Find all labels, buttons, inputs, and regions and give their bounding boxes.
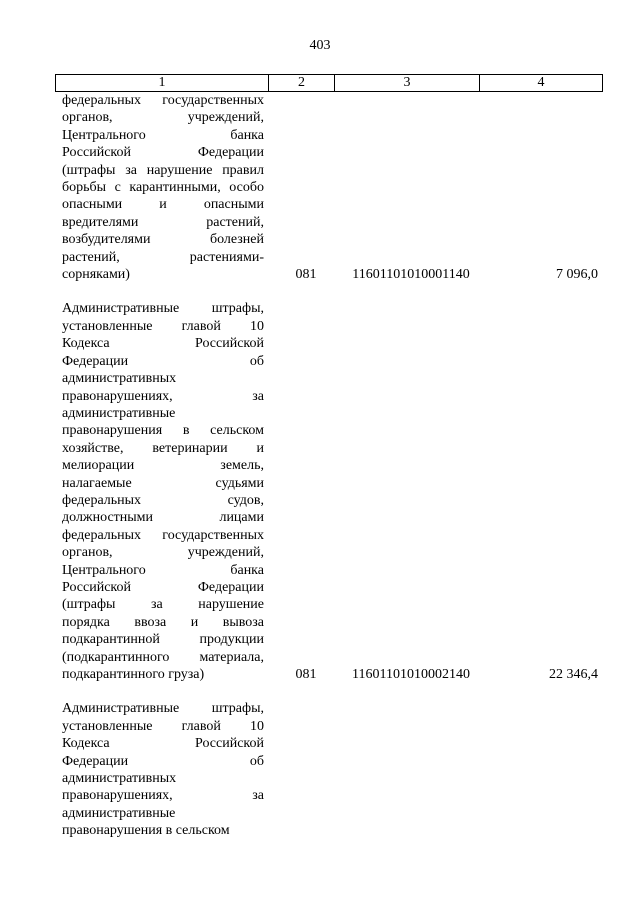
- description-line: правонарушениях, за: [62, 788, 264, 804]
- table-row: [0, 92, 640, 283]
- description-line: Административные штрафы,: [62, 301, 264, 317]
- description-line: (подкарантинного материала,: [62, 649, 264, 665]
- header-col-2: 2: [269, 75, 335, 92]
- description-line: административных: [62, 371, 177, 387]
- description-line: Административные штрафы,: [62, 701, 264, 717]
- row-description: [62, 92, 264, 283]
- header-col-1: 1: [56, 75, 269, 92]
- kbk-code-cell: 11601101010002140: [352, 667, 470, 682]
- description-line: подкарантинного груза): [62, 667, 205, 682]
- description-line: (штрафы за нарушение: [62, 597, 264, 613]
- description-line: мелиорации земель,: [62, 458, 264, 474]
- description-line: правонарушения в сельском: [62, 423, 264, 439]
- description-line: федеральных судов,: [62, 492, 264, 508]
- header-col-4: 4: [480, 75, 603, 92]
- description-line: административных: [62, 771, 177, 787]
- description-line: установленные главой 10: [62, 718, 264, 734]
- amount-cell: 7 096,0: [556, 267, 598, 283]
- row-description: [62, 300, 264, 683]
- description-line: опасными и опасными: [62, 197, 264, 213]
- description-line: Кодекса Российской: [62, 736, 264, 752]
- table-row: [0, 300, 640, 683]
- admin-code-cell: 081: [295, 667, 317, 682]
- table-header: [55, 74, 603, 92]
- header-col-3: 3: [335, 75, 480, 92]
- description-line: возбудителями болезней: [62, 232, 264, 248]
- description-line: (штрафы за нарушение правил: [62, 162, 264, 178]
- description-line: правонарушения в сельском: [62, 823, 230, 839]
- description-line: подкарантинной продукции: [62, 632, 264, 648]
- description-line: порядка ввоза и вывоза: [62, 614, 264, 630]
- description-line: Центрального банка: [62, 562, 264, 578]
- description-line: административные: [62, 805, 176, 821]
- table-row: [0, 700, 640, 839]
- row-gap: [0, 283, 640, 300]
- amount-cell: 22 346,4: [549, 667, 598, 682]
- description-line: установленные главой 10: [62, 318, 264, 334]
- description-line: сорняками): [62, 267, 130, 283]
- row-description: [62, 700, 264, 839]
- description-line: федеральных государственных: [62, 93, 264, 108]
- kbk-code-cell: 11601101010001140: [352, 267, 470, 283]
- description-line: органов, учреждений,: [62, 545, 264, 561]
- description-line: Российской Федерации: [62, 145, 264, 161]
- description-line: вредителями растений,: [62, 214, 264, 230]
- description-line: органов, учреждений,: [62, 110, 264, 126]
- description-line: федеральных государственных: [62, 527, 264, 543]
- description-line: борьбы с карантинными, особо: [62, 180, 264, 196]
- description-line: растений, растениями-: [62, 249, 264, 265]
- admin-code-cell: 081: [295, 267, 317, 283]
- description-line: Российской Федерации: [62, 579, 264, 595]
- description-line: должностными лицами: [62, 510, 264, 526]
- table-body: [0, 92, 640, 840]
- description-line: Федерации об: [62, 753, 264, 769]
- description-line: правонарушениях, за: [62, 388, 264, 404]
- description-line: Кодекса Российской: [62, 336, 264, 352]
- description-line: административные: [62, 405, 176, 421]
- description-line: Федерации об: [62, 353, 264, 369]
- page-number: 403: [309, 38, 331, 53]
- row-gap: [0, 683, 640, 700]
- description-line: налагаемые судьями: [62, 475, 264, 491]
- description-line: хозяйстве, ветеринарии и: [62, 440, 264, 456]
- description-line: Центрального банка: [62, 127, 264, 143]
